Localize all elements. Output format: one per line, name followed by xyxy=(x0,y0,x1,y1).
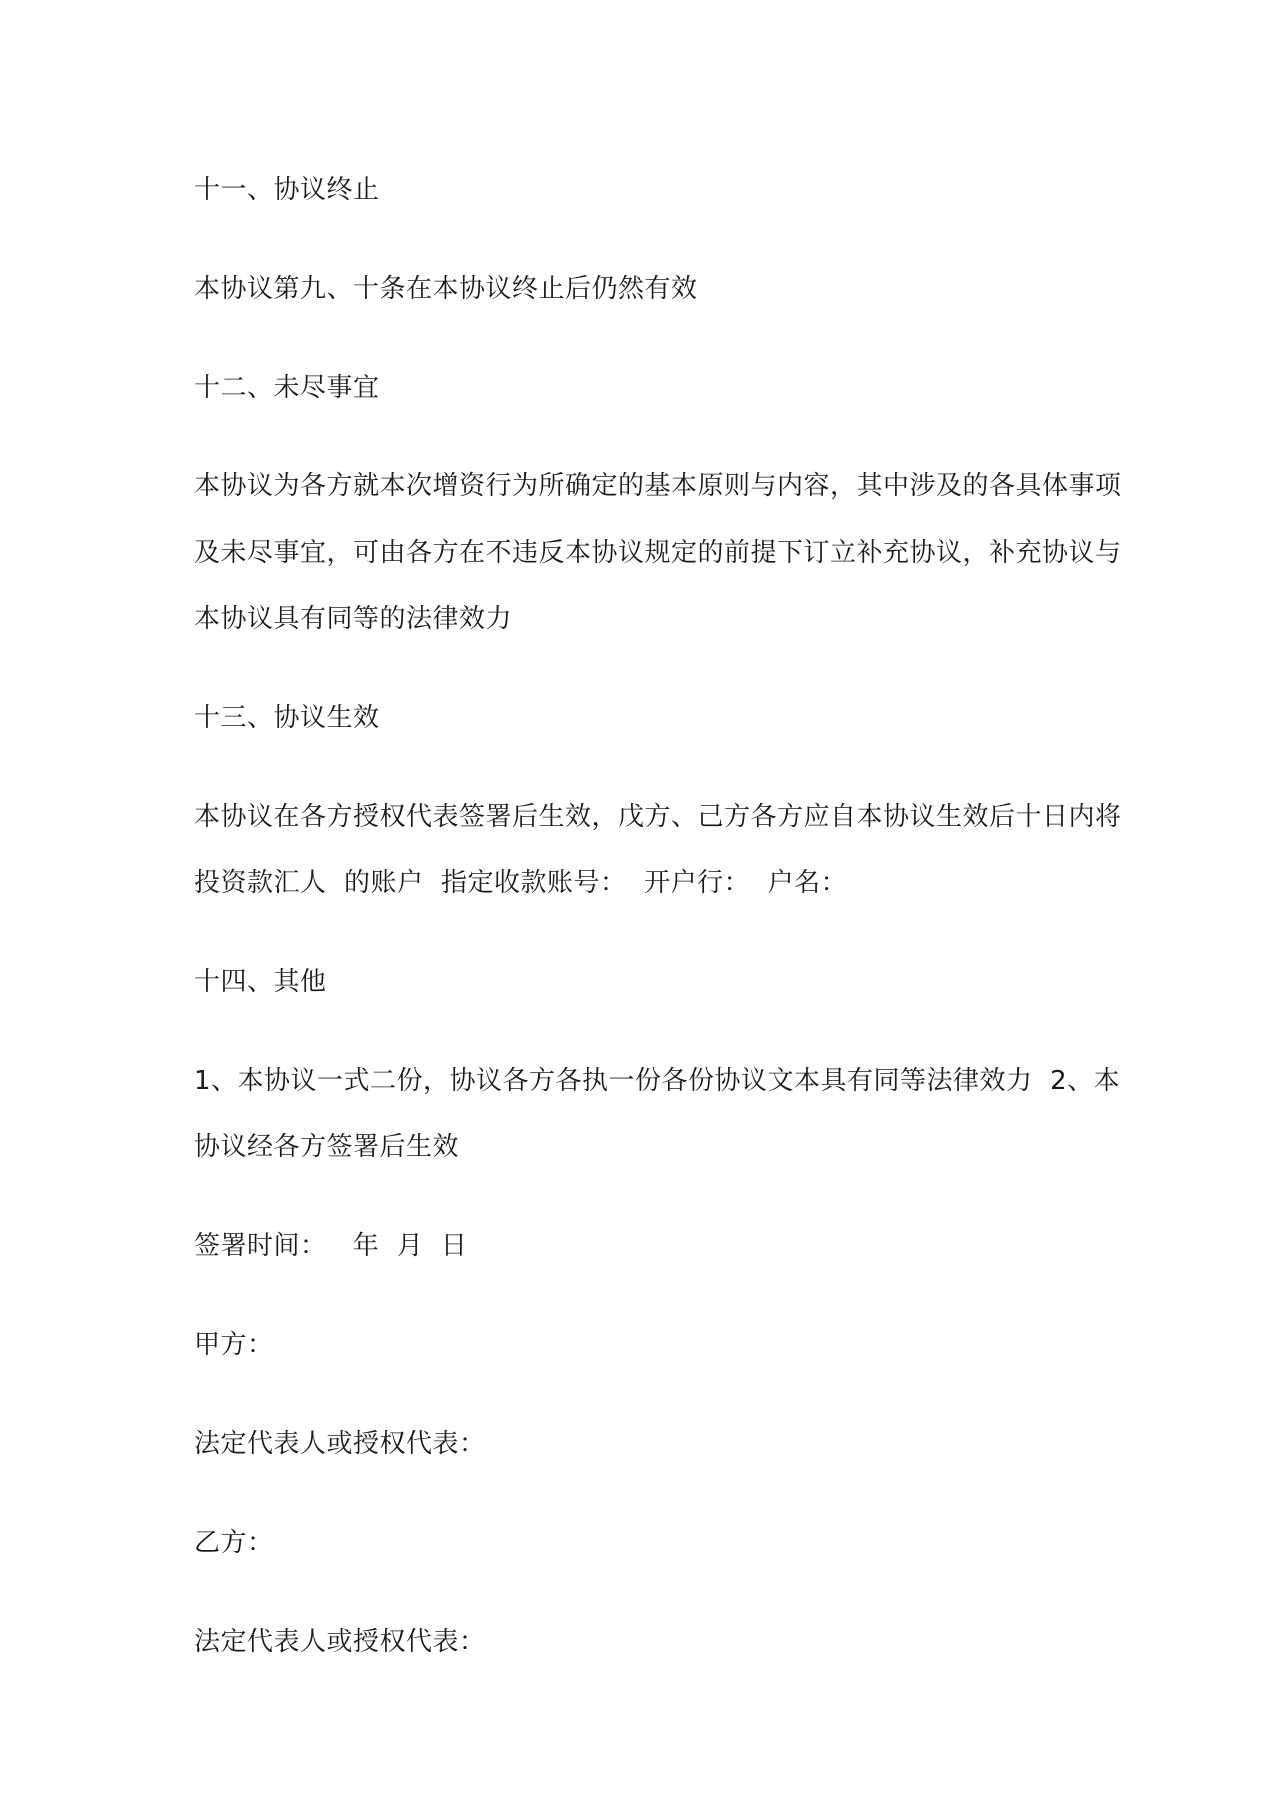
section-heading-termination: 十一、协议终止 xyxy=(194,175,380,205)
effectiveness-text-line-1: 本协议在各方授权代表签署后生效，戊方、己方各方应自本协议生效后十日内将 xyxy=(194,802,1122,832)
other-text-line-2: 协议经各方签署后生效 xyxy=(194,1132,460,1162)
party-a-representative-label: 法定代表人或授权代表： xyxy=(194,1429,486,1459)
section-heading-outstanding-matters: 十二、未尽事宜 xyxy=(194,373,380,403)
effectiveness-text-line-2: 投资款汇人 的账户 指定收款账号： 开户行： 户名： xyxy=(194,868,848,898)
party-b-representative-label: 法定代表人或授权代表： xyxy=(194,1627,486,1657)
signing-date: 签署时间： 年 月 日 xyxy=(194,1231,468,1261)
other-text-line-1: 1、本协议一式二份，协议各方各执一份各份协议文本具有同等法律效力 2、本 xyxy=(194,1066,1121,1096)
termination-text: 本协议第九、十条在本协议终止后仍然有效 xyxy=(194,274,698,304)
outstanding-matters-text-line-3: 本协议具有同等的法律效力 xyxy=(194,604,513,634)
section-heading-other: 十四、其他 xyxy=(194,967,327,997)
outstanding-matters-text-line-1: 本协议为各方就本次增资行为所确定的基本原则与内容，其中涉及的各具体事项 xyxy=(194,471,1122,501)
party-a-label: 甲方： xyxy=(194,1330,274,1360)
outstanding-matters-text-line-2: 及未尽事宜，可由各方在不违反本协议规定的前提下订立补充协议，补充协议与 xyxy=(194,538,1122,568)
section-heading-effectiveness: 十三、协议生效 xyxy=(194,703,380,733)
party-b-label: 乙方： xyxy=(194,1528,274,1558)
